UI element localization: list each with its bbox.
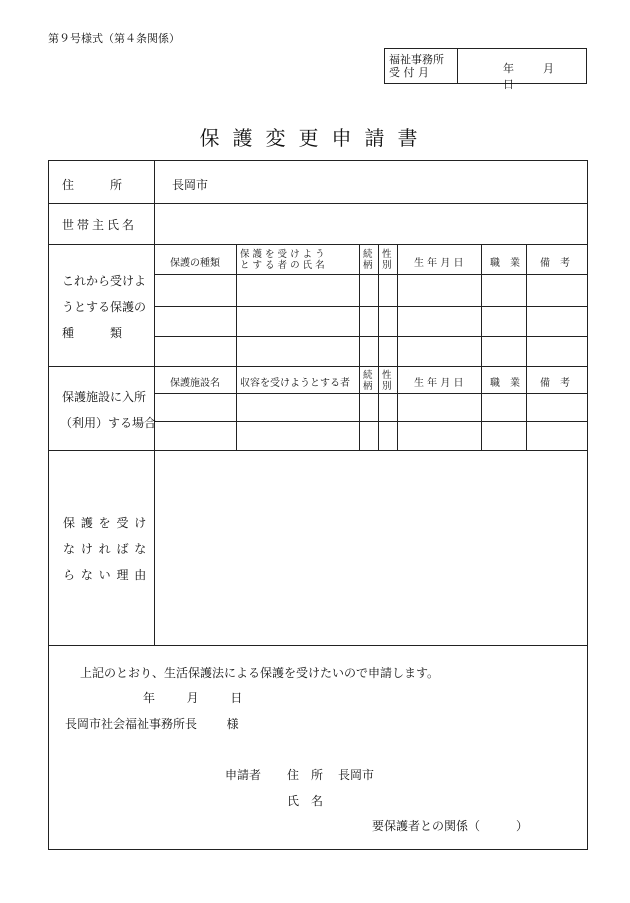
col-admitted-person: 収容を受けようとする者 <box>240 378 350 389</box>
applicant-address-value: 長岡市 <box>338 768 375 782</box>
col-occupation: 職 業 <box>490 258 520 269</box>
col-relation: 続 柄 <box>363 249 373 271</box>
col-facility-occupation: 職 業 <box>490 378 520 389</box>
col-facility-name: 保護施設名 <box>170 378 220 389</box>
receipt-stamp-box <box>384 48 587 91</box>
receipt-label: 福祉事務所 受 付 月 <box>389 53 444 79</box>
address-value: 長岡市 <box>172 178 209 192</box>
col-facility-remarks: 備 考 <box>540 378 570 389</box>
reason-field[interactable] <box>156 452 586 644</box>
householder-label: 世帯主氏名 <box>62 218 138 232</box>
addressee: 長岡市社会福祉事務所長 様 <box>65 717 239 731</box>
receipt-divider <box>457 49 458 83</box>
applicant-name-label: 氏 名 <box>287 794 324 808</box>
form-number: 第９号様式（第４条関係） <box>48 32 180 45</box>
address-label: 住 所 <box>62 178 123 192</box>
declaration-date: 年 月 日 <box>143 691 243 705</box>
col-facility-relation: 続 柄 <box>363 370 373 392</box>
col-birthdate: 生 年 月 日 <box>414 258 464 269</box>
applicant-address-label: 住 所 <box>287 768 324 782</box>
applicant-label: 申請者 <box>225 768 262 782</box>
relation-field: 要保護者との関係（ ） <box>372 819 529 833</box>
col-facility-birthdate: 生 年 月 日 <box>414 378 464 389</box>
declaration-statement: 上記のとおり、生活保護法による保護を受けたいので申請します。 <box>80 666 440 680</box>
col-sex: 性 別 <box>382 249 392 271</box>
col-remarks: 備 考 <box>540 258 570 269</box>
col-facility-sex: 性 別 <box>382 370 392 392</box>
receipt-date: 年 月 日 <box>503 62 554 91</box>
col-protection-type: 保護の種類 <box>170 258 220 269</box>
page-title: 保護変更申請書 <box>199 126 431 150</box>
col-person-name: 保 護 を 受 け よ う と す る 者 の 氏 名 <box>240 249 325 271</box>
